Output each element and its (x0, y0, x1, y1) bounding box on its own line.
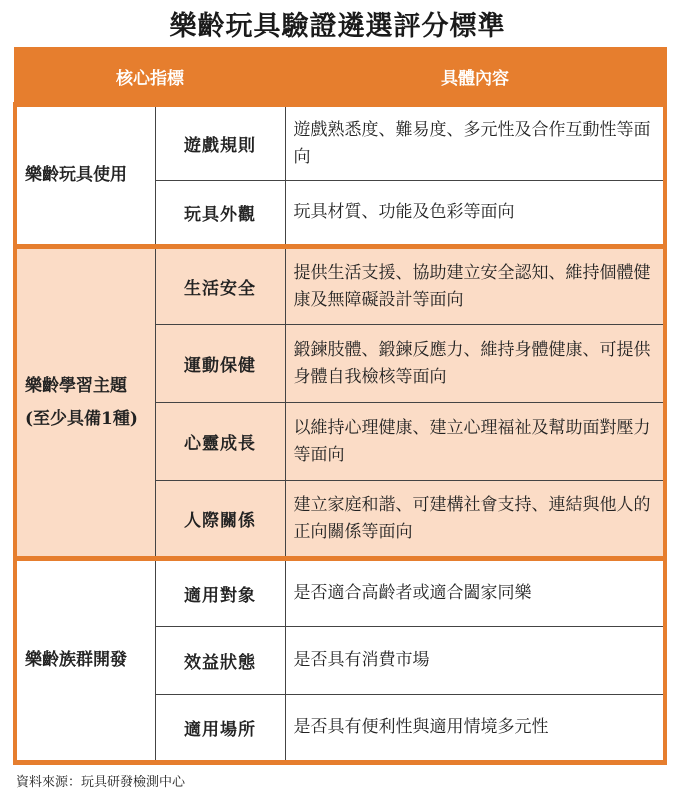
group-toy-usage (15, 105, 665, 247)
indicator-label: 遊戲規則 (155, 105, 285, 181)
header-content: 具體內容 (285, 49, 665, 105)
group-demographic-development (15, 559, 665, 763)
table-row (15, 247, 665, 325)
category-cell (15, 105, 155, 247)
source-note: 資料來源：玩具研發檢測中心 (16, 775, 186, 790)
group-learning-topics (15, 247, 665, 559)
indicator-label: 運動保健 (155, 325, 285, 403)
indicator-label: 適用場所 (155, 695, 285, 763)
category-label: 樂齡族群開發 (25, 650, 127, 671)
indicator-label: 效益狀態 (155, 627, 285, 695)
table-row (15, 105, 665, 181)
criteria-table (13, 47, 667, 765)
table-row (15, 559, 665, 627)
category-label: 樂齡玩具使用 (25, 165, 127, 186)
category-cell (15, 247, 155, 559)
indicator-label: 玩具外觀 (155, 181, 285, 247)
indicator-content: 是否具有便利性與適用情境多元性 (285, 695, 665, 763)
indicator-label: 人際關係 (155, 481, 285, 559)
indicator-label: 心靈成長 (155, 403, 285, 481)
category-label: 樂齡學習主題 (25, 376, 127, 397)
indicator-content: 玩具材質、功能及色彩等面向 (285, 181, 665, 247)
indicator-content: 是否適合高齡者或適合闔家同樂 (285, 559, 665, 627)
indicator-content: 是否具有消費市場 (285, 627, 665, 695)
indicator-label: 適用對象 (155, 559, 285, 627)
indicator-content: 提供生活支援、協助建立安全認知、維持個體健康及無障礙設計等面向 (285, 247, 665, 325)
header-core-indicator: 核心指標 (15, 49, 285, 105)
indicator-content: 以維持心理健康、建立心理福祉及幫助面對壓力等面向 (285, 403, 665, 481)
indicator-content: 遊戲熟悉度、難易度、多元性及合作互動性等面向 (285, 105, 665, 181)
indicator-content: 鍛鍊肢體、鍛鍊反應力、維持身體健康、可提供身體自我檢核等面向 (285, 325, 665, 403)
indicator-content: 建立家庭和諧、可建構社會支持、連結與他人的正向關係等面向 (285, 481, 665, 559)
indicator-label: 生活安全 (155, 247, 285, 325)
page-title: 樂齡玩具驗證遴選評分標準 (169, 11, 506, 42)
category-note: (至少具備1種) (25, 408, 138, 429)
category-cell (15, 559, 155, 763)
table-header-row (15, 49, 665, 105)
